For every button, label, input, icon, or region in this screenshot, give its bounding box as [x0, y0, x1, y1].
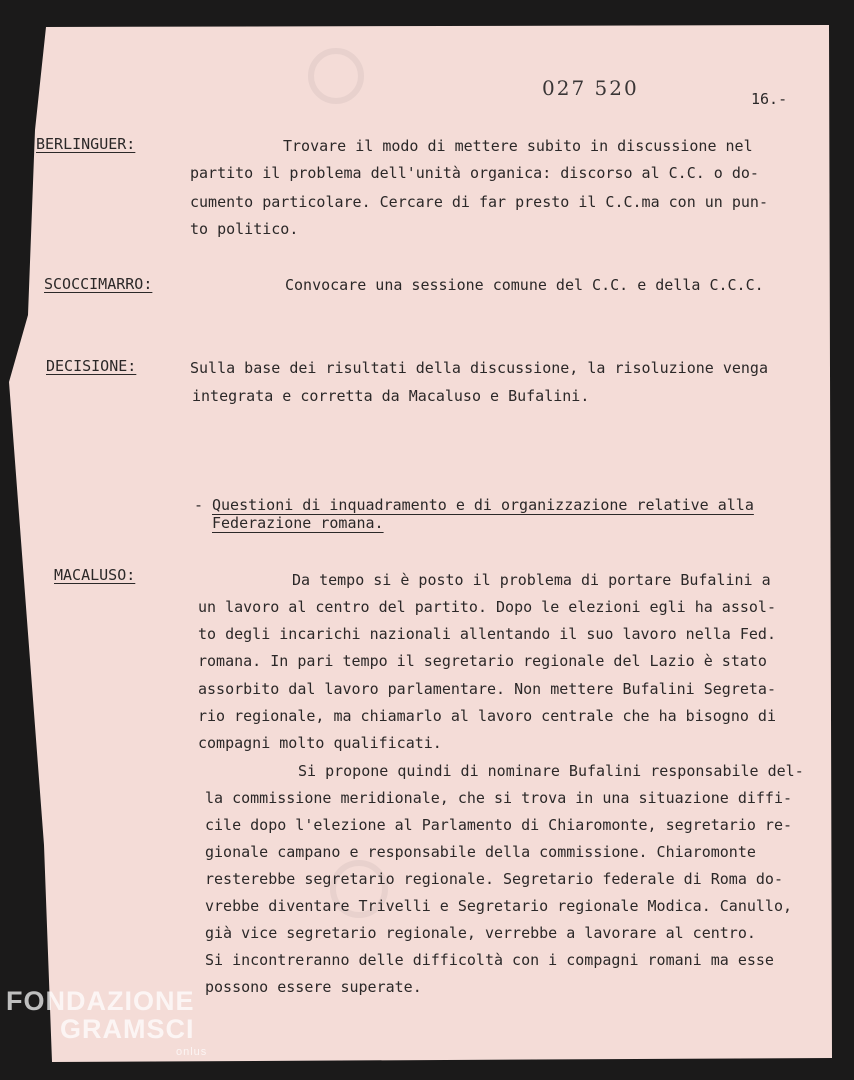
text-line: Sulla base dei risultati della discussione, la risoluzione venga	[190, 359, 768, 377]
section-heading-line2: Federazione romana.	[212, 514, 384, 532]
text-line: Trovare il modo di mettere subito in discussione nel	[283, 137, 753, 155]
text-line: possono essere superate.	[205, 978, 422, 996]
text-line: Convocare una sessione comune del C.C. e della C.C.C.	[285, 276, 764, 294]
text-line: rio regionale, ma chiamarlo al lavoro centrale che ha bisogno di	[198, 707, 776, 725]
text-line: gionale campano e responsabile della commissione. Chiaromonte	[205, 843, 756, 861]
fondazione-gramsci-logo-line3: onlus	[176, 1046, 208, 1058]
text-line: cile dopo l'elezione al Parlamento di Chiaromonte, segretario re-	[205, 816, 792, 834]
archive-stamp-watermark	[308, 48, 364, 104]
text-line: resterebbe segretario regionale. Segretario federale di Roma do-	[205, 870, 783, 888]
text-line: integrata e corretta da Macaluso e Bufalini.	[192, 387, 590, 405]
page-number: 16.-	[751, 90, 788, 108]
text-line: già vice segretario regionale, verrebbe a lavorare al centro.	[205, 924, 756, 942]
speaker-berlinguer: BERLINGUER:	[36, 135, 136, 153]
speaker-macaluso: MACALUSO:	[54, 566, 136, 584]
text-line: cumento particolare. Cercare di far presto il C.C.ma con un pun-	[190, 193, 768, 211]
text-line: la commissione meridionale, che si trova in una situazione diffi-	[205, 789, 792, 807]
text-line: Da tempo si è posto il problema di portare Bufalini a	[292, 571, 771, 589]
text-line: un lavoro al centro del partito. Dopo le elezioni egli ha assol-	[198, 598, 776, 616]
text-line: partito il problema dell'unità organica: discorso al C.C. o do-	[190, 164, 759, 182]
section-dash: -	[194, 496, 204, 514]
text-line: to degli incarichi nazionali allentando il suo lavoro nella Fed.	[198, 625, 776, 643]
text-line: Si incontreranno delle difficoltà con i compagni romani ma esse	[205, 951, 774, 969]
fondazione-gramsci-logo-line1: FONDAZIONE	[6, 986, 195, 1016]
speaker-decisione: DECISIONE:	[46, 357, 137, 375]
text-line: assorbito dal lavoro parlamentare. Non mettere Bufalini Segreta-	[198, 680, 776, 698]
text-line: Si propone quindi di nominare Bufalini responsabile del-	[298, 762, 804, 780]
document-number: 027 520	[542, 76, 639, 100]
text-line: to politico.	[190, 220, 299, 238]
fondazione-gramsci-logo-line2: GRAMSCI	[60, 1014, 195, 1044]
text-line: romana. In pari tempo il segretario regionale del Lazio è stato	[198, 652, 767, 670]
text-line: vrebbe diventare Trivelli e Segretario regionale Modica. Canullo,	[205, 897, 792, 915]
text-line: compagni molto qualificati.	[198, 734, 442, 752]
speaker-scoccimarro: SCOCCIMARRO:	[44, 275, 153, 293]
section-heading-line1: Questioni di inquadramento e di organizzazione relative alla	[212, 496, 754, 514]
